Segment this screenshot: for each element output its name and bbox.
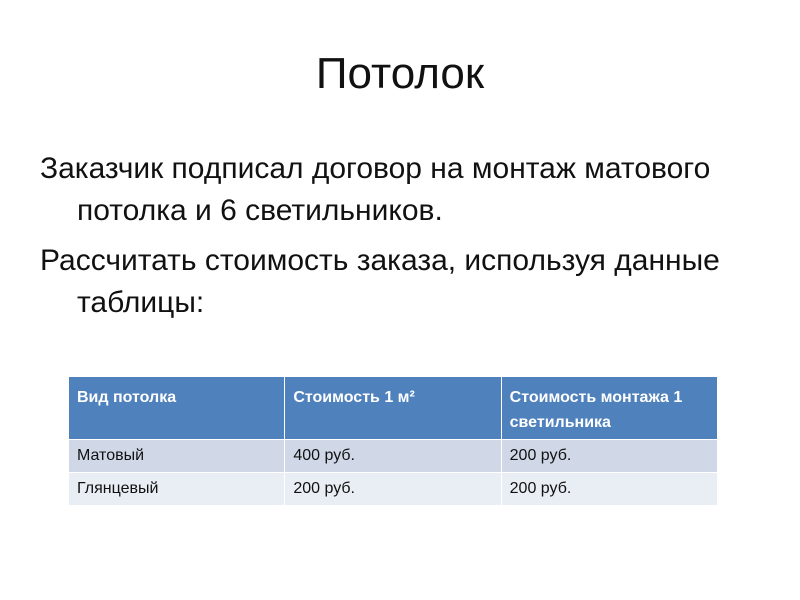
header-ceiling-type: Вид потолка <box>69 377 285 440</box>
header-cost-per-m2: Стоимость 1 м² <box>285 377 501 440</box>
table-cell: Глянцевый <box>69 473 285 506</box>
table-cell: 400 руб. <box>285 440 501 473</box>
table-cell: 200 руб. <box>501 440 717 473</box>
table-header-row <box>69 377 718 440</box>
table-row <box>69 440 718 473</box>
price-table <box>68 376 718 506</box>
table-cell: Матовый <box>69 440 285 473</box>
table-cell: 200 руб. <box>501 473 717 506</box>
task-paragraph-1: Заказчик подписал договор на монтаж матового потолка и 6 светильников. <box>40 152 711 227</box>
slide-title: Потолок <box>315 49 485 98</box>
table-row <box>69 473 718 506</box>
header-lamp-install-cost: Стоимость монтажа 1 светильника <box>501 377 717 440</box>
task-paragraph-2: Рассчитать стоимость заказа, используя данные таблицы: <box>40 244 720 319</box>
slide-body <box>40 148 760 332</box>
table-cell: 200 руб. <box>285 473 501 506</box>
